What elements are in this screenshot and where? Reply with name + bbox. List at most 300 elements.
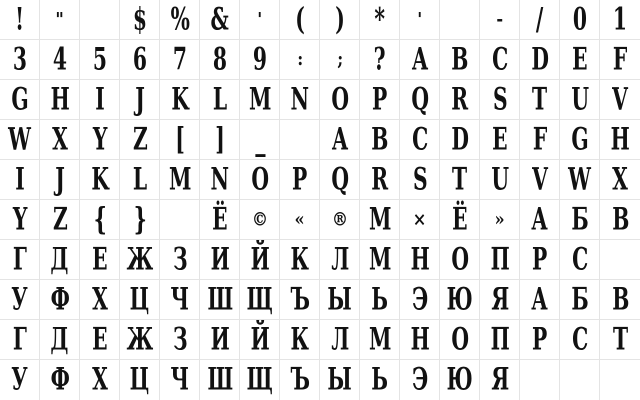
glyph-cell[interactable] bbox=[280, 120, 320, 160]
glyph-character: Ё bbox=[452, 201, 467, 238]
glyph-character: Й bbox=[250, 321, 269, 358]
glyph-cell[interactable] bbox=[120, 320, 160, 360]
glyph-character: F bbox=[613, 41, 627, 78]
glyph-cell[interactable] bbox=[240, 80, 280, 120]
glyph-character: } bbox=[133, 201, 146, 238]
glyph-character: ® bbox=[331, 207, 348, 230]
glyph-cell[interactable] bbox=[360, 280, 400, 320]
glyph-character: O bbox=[331, 81, 348, 118]
glyph-character: % bbox=[170, 1, 189, 38]
glyph-character: Ч bbox=[170, 362, 189, 398]
glyph-character: 4 bbox=[52, 41, 67, 78]
glyph-cell[interactable] bbox=[80, 40, 120, 80]
glyph-character: Щ bbox=[246, 362, 273, 398]
glyph-character: M bbox=[168, 161, 191, 198]
glyph-character: К bbox=[290, 241, 309, 278]
glyph-character: Ё bbox=[212, 201, 227, 238]
glyph-cell[interactable] bbox=[440, 160, 480, 200]
glyph-cell[interactable] bbox=[200, 0, 240, 40]
glyph-cell[interactable] bbox=[440, 200, 480, 240]
glyph-character: L bbox=[212, 81, 227, 118]
glyph-cell[interactable] bbox=[280, 360, 320, 400]
glyph-cell[interactable] bbox=[240, 280, 280, 320]
glyph-character: / bbox=[536, 1, 543, 38]
glyph-cell[interactable] bbox=[200, 80, 240, 120]
glyph-cell[interactable] bbox=[520, 0, 560, 40]
glyph-cell[interactable] bbox=[600, 320, 640, 360]
glyph-cell[interactable] bbox=[440, 360, 480, 400]
glyph-cell[interactable] bbox=[400, 200, 440, 240]
glyph-character: W bbox=[568, 161, 591, 198]
glyph-character: У bbox=[11, 281, 28, 318]
glyph-cell[interactable] bbox=[200, 360, 240, 400]
glyph-character: V bbox=[612, 81, 628, 118]
glyph-cell[interactable] bbox=[560, 360, 600, 400]
glyph-cell[interactable] bbox=[240, 200, 280, 240]
glyph-character: × bbox=[413, 207, 426, 230]
glyph-character: U bbox=[571, 81, 588, 118]
glyph-cell[interactable] bbox=[480, 40, 520, 80]
glyph-cell[interactable] bbox=[160, 320, 200, 360]
glyph-character: Л bbox=[330, 241, 349, 278]
glyph-character: У bbox=[11, 362, 28, 398]
glyph-character: [ bbox=[175, 121, 184, 158]
glyph-cell[interactable] bbox=[520, 120, 560, 160]
glyph-character: X bbox=[612, 161, 628, 198]
glyph-cell[interactable] bbox=[320, 200, 360, 240]
glyph-cell[interactable] bbox=[480, 200, 520, 240]
glyph-cell[interactable] bbox=[440, 40, 480, 80]
glyph-cell[interactable] bbox=[480, 0, 520, 40]
glyph-cell[interactable] bbox=[520, 80, 560, 120]
glyph-character: Р bbox=[532, 241, 547, 278]
glyph-character: П bbox=[490, 241, 509, 278]
glyph-cell[interactable] bbox=[80, 280, 120, 320]
glyph-character: Н bbox=[410, 321, 429, 358]
glyph-character: Й bbox=[250, 241, 269, 278]
glyph-cell[interactable] bbox=[40, 0, 80, 40]
glyph-character: Ю bbox=[446, 362, 473, 398]
glyph-character: Ю bbox=[446, 281, 473, 318]
glyph-character: « bbox=[294, 207, 305, 230]
glyph-character: E bbox=[492, 121, 507, 158]
glyph-cell[interactable] bbox=[560, 280, 600, 320]
glyph-cell[interactable] bbox=[40, 240, 80, 280]
glyph-cell[interactable] bbox=[560, 320, 600, 360]
glyph-character: П bbox=[490, 321, 509, 358]
glyph-cell[interactable] bbox=[320, 160, 360, 200]
glyph-cell[interactable] bbox=[440, 280, 480, 320]
glyph-cell[interactable] bbox=[280, 160, 320, 200]
glyph-cell[interactable] bbox=[80, 80, 120, 120]
glyph-character: ? bbox=[373, 41, 386, 78]
glyph-cell[interactable] bbox=[200, 280, 240, 320]
glyph-character: Д bbox=[50, 321, 69, 358]
glyph-cell[interactable] bbox=[600, 0, 640, 40]
glyph-character: ( bbox=[295, 1, 304, 38]
glyph-cell[interactable] bbox=[480, 120, 520, 160]
glyph-character: Ф bbox=[50, 362, 69, 398]
glyph-cell[interactable] bbox=[280, 280, 320, 320]
glyph-character: W bbox=[8, 121, 31, 158]
glyph-cell[interactable] bbox=[320, 240, 360, 280]
glyph-character: _ bbox=[254, 121, 265, 158]
glyph-cell[interactable] bbox=[160, 40, 200, 80]
glyph-character: 3 bbox=[12, 41, 27, 78]
glyph-character: Щ bbox=[246, 281, 273, 318]
glyph-cell[interactable] bbox=[440, 0, 480, 40]
glyph-character: $ bbox=[132, 1, 147, 38]
glyph-character: F bbox=[532, 121, 547, 158]
glyph-character: P bbox=[292, 161, 307, 198]
glyph-cell[interactable] bbox=[80, 320, 120, 360]
glyph-cell[interactable] bbox=[520, 40, 560, 80]
glyph-cell[interactable] bbox=[280, 0, 320, 40]
glyph-character: S bbox=[412, 161, 427, 198]
glyph-cell[interactable] bbox=[240, 320, 280, 360]
glyph-cell[interactable] bbox=[120, 360, 160, 400]
glyph-character: Д bbox=[50, 241, 69, 278]
glyph-cell[interactable] bbox=[600, 80, 640, 120]
glyph-cell[interactable] bbox=[0, 120, 40, 160]
glyph-character: Ч bbox=[170, 281, 189, 318]
glyph-character: O bbox=[251, 161, 268, 198]
glyph-cell[interactable] bbox=[200, 320, 240, 360]
glyph-cell[interactable] bbox=[120, 40, 160, 80]
glyph-cell[interactable] bbox=[40, 280, 80, 320]
glyph-character: А bbox=[531, 281, 548, 318]
glyph-cell[interactable] bbox=[400, 280, 440, 320]
glyph-character: " bbox=[55, 7, 64, 30]
glyph-cell[interactable] bbox=[0, 160, 40, 200]
glyph-cell[interactable] bbox=[120, 160, 160, 200]
glyph-character: H bbox=[610, 121, 630, 158]
glyph-cell[interactable] bbox=[120, 0, 160, 40]
glyph-cell[interactable] bbox=[120, 80, 160, 120]
glyph-character: * bbox=[374, 1, 385, 38]
glyph-character: Q bbox=[331, 161, 348, 198]
glyph-cell[interactable] bbox=[440, 120, 480, 160]
glyph-character: С bbox=[571, 241, 588, 278]
glyph-cell[interactable] bbox=[80, 120, 120, 160]
glyph-cell[interactable] bbox=[160, 80, 200, 120]
glyph-cell[interactable] bbox=[80, 240, 120, 280]
glyph-cell[interactable] bbox=[440, 80, 480, 120]
glyph-character: ' bbox=[257, 7, 262, 30]
glyph-cell[interactable] bbox=[200, 40, 240, 80]
glyph-character: A bbox=[332, 121, 347, 158]
glyph-cell[interactable] bbox=[40, 40, 80, 80]
glyph-cell[interactable] bbox=[520, 160, 560, 200]
glyph-cell[interactable] bbox=[120, 120, 160, 160]
glyph-cell[interactable] bbox=[280, 40, 320, 80]
glyph-cell[interactable] bbox=[280, 200, 320, 240]
glyph-character: З bbox=[172, 321, 187, 358]
glyph-cell[interactable] bbox=[80, 160, 120, 200]
glyph-cell[interactable] bbox=[0, 40, 40, 80]
glyph-character: Н bbox=[410, 241, 429, 278]
glyph-character: А bbox=[531, 201, 548, 238]
glyph-cell[interactable] bbox=[160, 280, 200, 320]
glyph-character: 0 bbox=[572, 1, 587, 38]
glyph-character: L bbox=[132, 161, 147, 198]
glyph-cell[interactable] bbox=[280, 240, 320, 280]
glyph-cell[interactable] bbox=[40, 320, 80, 360]
glyph-cell[interactable] bbox=[440, 320, 480, 360]
glyph-character: Х bbox=[92, 281, 107, 318]
glyph-cell[interactable] bbox=[200, 200, 240, 240]
glyph-character: G bbox=[571, 121, 588, 158]
glyph-cell[interactable] bbox=[40, 200, 80, 240]
glyph-cell[interactable] bbox=[480, 80, 520, 120]
glyph-cell[interactable] bbox=[600, 200, 640, 240]
glyph-character: 5 bbox=[92, 41, 107, 78]
glyph-cell[interactable] bbox=[0, 80, 40, 120]
glyph-cell[interactable] bbox=[120, 280, 160, 320]
glyph-cell[interactable] bbox=[360, 160, 400, 200]
glyph-character: T bbox=[452, 161, 467, 198]
glyph-cell[interactable] bbox=[320, 320, 360, 360]
glyph-character: N bbox=[210, 161, 229, 198]
glyph-cell[interactable] bbox=[0, 200, 40, 240]
glyph-cell[interactable] bbox=[280, 320, 320, 360]
glyph-character: ' bbox=[417, 7, 422, 30]
glyph-cell[interactable] bbox=[600, 120, 640, 160]
glyph-cell[interactable] bbox=[400, 40, 440, 80]
glyph-character: Ф bbox=[50, 281, 69, 318]
glyph-cell[interactable] bbox=[360, 120, 400, 160]
glyph-cell[interactable] bbox=[600, 280, 640, 320]
glyph-character: Ш bbox=[207, 362, 232, 398]
glyph-character: Э bbox=[411, 362, 428, 398]
glyph-character: Ц bbox=[130, 362, 149, 398]
glyph-cell[interactable] bbox=[160, 200, 200, 240]
glyph-character: V bbox=[532, 161, 547, 198]
glyph-cell[interactable] bbox=[480, 160, 520, 200]
glyph-character: B bbox=[451, 41, 468, 78]
glyph-character: Z bbox=[52, 201, 67, 238]
glyph-cell[interactable] bbox=[560, 120, 600, 160]
glyph-cell[interactable] bbox=[240, 240, 280, 280]
glyph-cell[interactable] bbox=[40, 160, 80, 200]
glyph-cell[interactable] bbox=[320, 120, 360, 160]
glyph-cell[interactable] bbox=[160, 0, 200, 40]
glyph-character: Р bbox=[532, 321, 547, 358]
glyph-cell[interactable] bbox=[400, 0, 440, 40]
glyph-cell[interactable] bbox=[0, 280, 40, 320]
glyph-cell[interactable] bbox=[320, 0, 360, 40]
glyph-character: Х bbox=[92, 362, 107, 398]
glyph-character: J bbox=[135, 81, 144, 118]
glyph-cell[interactable] bbox=[480, 240, 520, 280]
glyph-character: C bbox=[491, 41, 508, 78]
glyph-cell[interactable] bbox=[240, 360, 280, 400]
glyph-character: Y bbox=[12, 201, 27, 238]
glyph-cell[interactable] bbox=[400, 120, 440, 160]
glyph-character: Ж bbox=[126, 321, 153, 358]
glyph-cell[interactable] bbox=[160, 160, 200, 200]
glyph-cell[interactable] bbox=[0, 360, 40, 400]
glyph-cell[interactable] bbox=[360, 360, 400, 400]
glyph-cell[interactable] bbox=[120, 200, 160, 240]
glyph-character: R bbox=[371, 161, 388, 198]
glyph-character: J bbox=[55, 161, 64, 198]
glyph-character: Ж bbox=[126, 241, 153, 278]
glyph-cell[interactable] bbox=[360, 40, 400, 80]
glyph-cell[interactable] bbox=[520, 360, 560, 400]
glyph-character: C bbox=[411, 121, 428, 158]
glyph-cell[interactable] bbox=[360, 80, 400, 120]
glyph-cell[interactable] bbox=[320, 280, 360, 320]
glyph-character: & bbox=[210, 1, 229, 38]
glyph-character: » bbox=[494, 207, 505, 230]
glyph-character: : bbox=[296, 47, 303, 70]
glyph-character: N bbox=[290, 81, 309, 118]
glyph-character: U bbox=[491, 161, 508, 198]
glyph-cell[interactable] bbox=[160, 120, 200, 160]
glyph-cell[interactable] bbox=[240, 40, 280, 80]
glyph-cell[interactable] bbox=[400, 360, 440, 400]
glyph-cell[interactable] bbox=[600, 240, 640, 280]
glyph-character: М bbox=[368, 241, 391, 278]
glyph-cell[interactable] bbox=[600, 160, 640, 200]
glyph-character: M bbox=[248, 81, 271, 118]
glyph-cell[interactable] bbox=[40, 120, 80, 160]
glyph-character: М bbox=[368, 201, 391, 238]
glyph-cell[interactable] bbox=[0, 0, 40, 40]
glyph-cell[interactable] bbox=[360, 320, 400, 360]
glyph-character: Э bbox=[411, 281, 428, 318]
glyph-cell[interactable] bbox=[600, 360, 640, 400]
glyph-character: © bbox=[251, 207, 268, 230]
glyph-character: Г bbox=[12, 241, 27, 278]
glyph-cell[interactable] bbox=[0, 240, 40, 280]
glyph-cell[interactable] bbox=[240, 160, 280, 200]
glyph-character: З bbox=[172, 241, 187, 278]
glyph-character: T bbox=[532, 81, 547, 118]
glyph-character: S bbox=[492, 81, 507, 118]
glyph-cell[interactable] bbox=[560, 240, 600, 280]
glyph-cell[interactable] bbox=[200, 160, 240, 200]
glyph-cell[interactable] bbox=[520, 280, 560, 320]
glyph-character: Е bbox=[92, 321, 107, 358]
glyph-character: D bbox=[531, 41, 548, 78]
glyph-character: K bbox=[91, 161, 108, 198]
glyph-cell[interactable] bbox=[80, 0, 120, 40]
glyph-character: Z bbox=[132, 121, 147, 158]
glyph-character: ) bbox=[335, 1, 344, 38]
glyph-character: ! bbox=[15, 1, 24, 38]
glyph-character: И bbox=[210, 321, 229, 358]
glyph-character: Г bbox=[12, 321, 27, 358]
glyph-cell[interactable] bbox=[520, 320, 560, 360]
glyph-character: 9 bbox=[252, 41, 267, 78]
glyph-cell[interactable] bbox=[440, 240, 480, 280]
glyph-character: Б bbox=[571, 201, 588, 238]
glyph-cell[interactable] bbox=[560, 0, 600, 40]
glyph-character: B bbox=[371, 121, 388, 158]
glyph-cell[interactable] bbox=[600, 40, 640, 80]
glyph-cell[interactable] bbox=[320, 80, 360, 120]
glyph-cell[interactable] bbox=[400, 320, 440, 360]
glyph-character: Ъ bbox=[290, 362, 309, 398]
glyph-cell[interactable] bbox=[240, 120, 280, 160]
glyph-character: X bbox=[52, 121, 67, 158]
glyph-character: 1 bbox=[613, 1, 627, 38]
glyph-cell[interactable] bbox=[80, 200, 120, 240]
glyph-character: В bbox=[611, 281, 629, 318]
glyph-cell[interactable] bbox=[400, 240, 440, 280]
glyph-cell[interactable] bbox=[360, 200, 400, 240]
glyph-character: О bbox=[451, 321, 468, 358]
glyph-character: 7 bbox=[172, 41, 187, 78]
glyph-character: - bbox=[496, 7, 503, 30]
glyph-character: Q bbox=[411, 81, 428, 118]
glyph-character: Т bbox=[612, 321, 628, 358]
glyph-cell[interactable] bbox=[400, 160, 440, 200]
glyph-character: М bbox=[368, 321, 391, 358]
glyph-cell[interactable] bbox=[320, 360, 360, 400]
glyph-cell[interactable] bbox=[520, 200, 560, 240]
glyph-character: I bbox=[95, 81, 104, 118]
glyph-character: О bbox=[451, 241, 468, 278]
glyph-cell[interactable] bbox=[80, 360, 120, 400]
glyph-character: { bbox=[93, 201, 106, 238]
glyph-character: Е bbox=[92, 241, 107, 278]
glyph-character: 6 bbox=[132, 41, 147, 78]
glyph-character: Ш bbox=[207, 281, 232, 318]
glyph-character: ; bbox=[336, 47, 343, 70]
glyph-cell[interactable] bbox=[0, 320, 40, 360]
glyph-cell[interactable] bbox=[160, 360, 200, 400]
glyph-character: D bbox=[451, 121, 468, 158]
glyph-cell[interactable] bbox=[360, 0, 400, 40]
glyph-cell[interactable] bbox=[360, 240, 400, 280]
glyph-cell[interactable] bbox=[120, 240, 160, 280]
glyph-character: E bbox=[572, 41, 587, 78]
glyph-cell[interactable] bbox=[200, 240, 240, 280]
glyph-cell[interactable] bbox=[240, 0, 280, 40]
glyph-cell[interactable] bbox=[280, 80, 320, 120]
glyph-character: И bbox=[210, 241, 229, 278]
glyph-character: K bbox=[171, 81, 188, 118]
glyph-character: Я bbox=[490, 362, 509, 398]
glyph-cell[interactable] bbox=[160, 240, 200, 280]
glyph-cell[interactable] bbox=[200, 120, 240, 160]
glyph-cell[interactable] bbox=[480, 320, 520, 360]
glyph-cell[interactable] bbox=[560, 160, 600, 200]
glyph-cell[interactable] bbox=[40, 360, 80, 400]
glyph-cell[interactable] bbox=[40, 80, 80, 120]
glyph-cell[interactable] bbox=[480, 280, 520, 320]
glyph-character: В bbox=[611, 201, 629, 238]
glyph-cell[interactable] bbox=[320, 40, 360, 80]
glyph-character: Y bbox=[92, 121, 107, 158]
glyph-cell[interactable] bbox=[520, 240, 560, 280]
glyph-character: R bbox=[451, 81, 468, 118]
glyph-character: 8 bbox=[212, 41, 227, 78]
glyph-character: Ь bbox=[371, 362, 388, 398]
glyph-character: Ц bbox=[130, 281, 149, 318]
glyph-cell[interactable] bbox=[560, 200, 600, 240]
glyph-cell[interactable] bbox=[560, 40, 600, 80]
glyph-cell[interactable] bbox=[560, 80, 600, 120]
glyph-cell[interactable] bbox=[480, 360, 520, 400]
glyph-character: Ы bbox=[327, 362, 352, 398]
glyph-cell[interactable] bbox=[400, 80, 440, 120]
glyph-character: К bbox=[290, 321, 309, 358]
glyph-character: Ы bbox=[327, 281, 352, 318]
